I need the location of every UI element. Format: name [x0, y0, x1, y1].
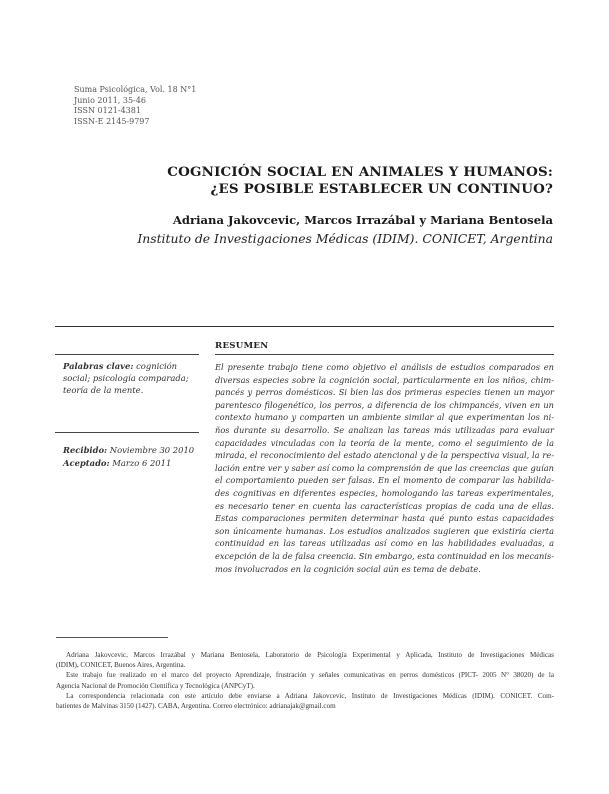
- abstract-line: mirada, el reconocimiento del estado atencional y de la perspectiva visual, la re-: [215, 450, 554, 461]
- journal-issn-e: ISSN-E 2145-9797: [74, 116, 150, 126]
- accepted-date: [63, 457, 203, 470]
- abstract-line: es necesario tener en cuenta las características propias de cada una de ellas.: [215, 500, 554, 511]
- abstract-line: diversas especies sobre la cognición social, particularmente en los niños, chim-: [215, 374, 554, 385]
- footnote-divider: [56, 637, 168, 638]
- accepted-value: Marzo 6 2011: [109, 457, 172, 468]
- footnote-authors-line-2: (IDIM), CONICET, Buenos Aires, Argentina.: [56, 661, 186, 670]
- sidebar-divider-top: [55, 354, 199, 355]
- article-title-line-1: COGNICIÓN SOCIAL EN ANIMALES Y HUMANOS:: [167, 164, 553, 180]
- received-date: [63, 444, 203, 457]
- keywords-line-3: teoría de la mente.: [63, 385, 144, 396]
- article-title-line-2: ¿ES POSIBLE ESTABLECER UN CONTINUO?: [210, 181, 553, 197]
- abstract-line: mos involucrados en la cognición social aún es tema de debate.: [215, 563, 481, 574]
- keywords-block: [63, 360, 199, 397]
- abstract-body: [215, 361, 554, 575]
- footnote-funding-line-2: Agencia Nacional de Promoción Científica y Tecnológica (ANPCyT).: [56, 681, 255, 690]
- abstract-heading: RESUMEN: [215, 341, 269, 351]
- journal-citation: Suma Psicológica, Vol. 18 N°1: [74, 85, 197, 94]
- abstract-line: parentesco filogenético, los perros, a diferencia de los chimpancés, viven en un: [215, 399, 554, 410]
- footnote-funding-line-1: Este trabajo fue realizado en el marco del proyecto Aprendizaje, frustración y señales comunicativas en perros domésticos (PICT- 2005 N° 38020) de la: [66, 671, 554, 680]
- abstract-line: capacidades vinculadas con la teoría de la mente, como el seguimiento de la: [215, 437, 554, 448]
- keywords-text-1: cognición: [133, 361, 178, 371]
- journal-issue-pages: Junio 2011, 35-46: [74, 95, 146, 105]
- dates-block: [63, 444, 203, 469]
- article-title: [167, 164, 553, 198]
- journal-issn: ISSN 0121-4381: [74, 106, 141, 116]
- footnote-authors-line-1: Adriana Jakovcevic, Marcos Irrazábal y Mariana Bentosela, Laboratorio de Psicología Experimental y Aplicada, Instituto de Investigaciones Médicas: [66, 651, 554, 659]
- sidebar-divider-middle: [55, 432, 199, 433]
- article-affiliation: Instituto de Investigaciones Médicas (IDIM). CONICET, Argentina: [137, 231, 553, 246]
- keywords-line-2: social; psicología comparada;: [63, 373, 189, 384]
- keywords-label: Palabras clave:: [63, 361, 134, 371]
- accepted-label: Aceptado:: [63, 457, 110, 468]
- abstract-line: lación entre ver y saber así como la comprensión de que las creencias que guían: [215, 462, 554, 473]
- abstract-line: ños durante su desarrollo. Se analizan las tareas más utilizadas para evaluar: [215, 424, 554, 435]
- abstract-line: El presente trabajo tiene como objetivo el análisis de estudios comparados en: [215, 362, 554, 372]
- received-label: Recibido:: [63, 445, 108, 455]
- footnotes: [56, 650, 554, 711]
- abstract-heading-divider: [215, 354, 554, 355]
- abstract-line: excepción de la de falsa creencia. Sin embargo, esta continuidad en los mecanis-: [215, 550, 554, 561]
- abstract-line: el comportamiento pueden ser falsas. En el momento de comparar las habilida-: [215, 475, 554, 486]
- journal-metadata: [74, 85, 196, 127]
- abstract-line: continuidad en las tareas utilizadas así como en las habilidades evaluadas, a: [215, 538, 554, 549]
- abstract-line: son únicamente humanas. Los estudios analizados sugieren que existiría cierta: [215, 525, 554, 536]
- footnote-correspondence-line-2: batientes de Malvinas 3150 (1427). CABA, Argentina. Correo electrónico: adrianajak@gmail.com: [56, 702, 336, 711]
- keywords-line-1: [63, 360, 199, 372]
- footnote-correspondence-line-1: La correspondencia relacionada con este artículo debe enviarse a Adriana Jakovcevic, Instituto de Investigaciones Médicas (IDIM). CONICET. Com-: [66, 691, 554, 700]
- header-divider: [55, 326, 554, 327]
- received-value: Noviembre 30 2010: [107, 445, 195, 455]
- abstract-line: pancés y perros domésticos. Si bien las dos primeras especies tienen un mayor: [215, 387, 554, 398]
- abstract-line: contexto humano y comparten un ambiente similar al que experimentan los ni-: [215, 412, 554, 423]
- abstract-line: Estas comparaciones permiten determinar hasta qué punto estas capacidades: [215, 513, 554, 524]
- abstract-line: des cognitivas en diferentes especies, homologando las tareas experimentales,: [215, 487, 554, 498]
- article-authors: Adriana Jakovcevic, Marcos Irrazábal y Mariana Bentosela: [172, 213, 553, 227]
